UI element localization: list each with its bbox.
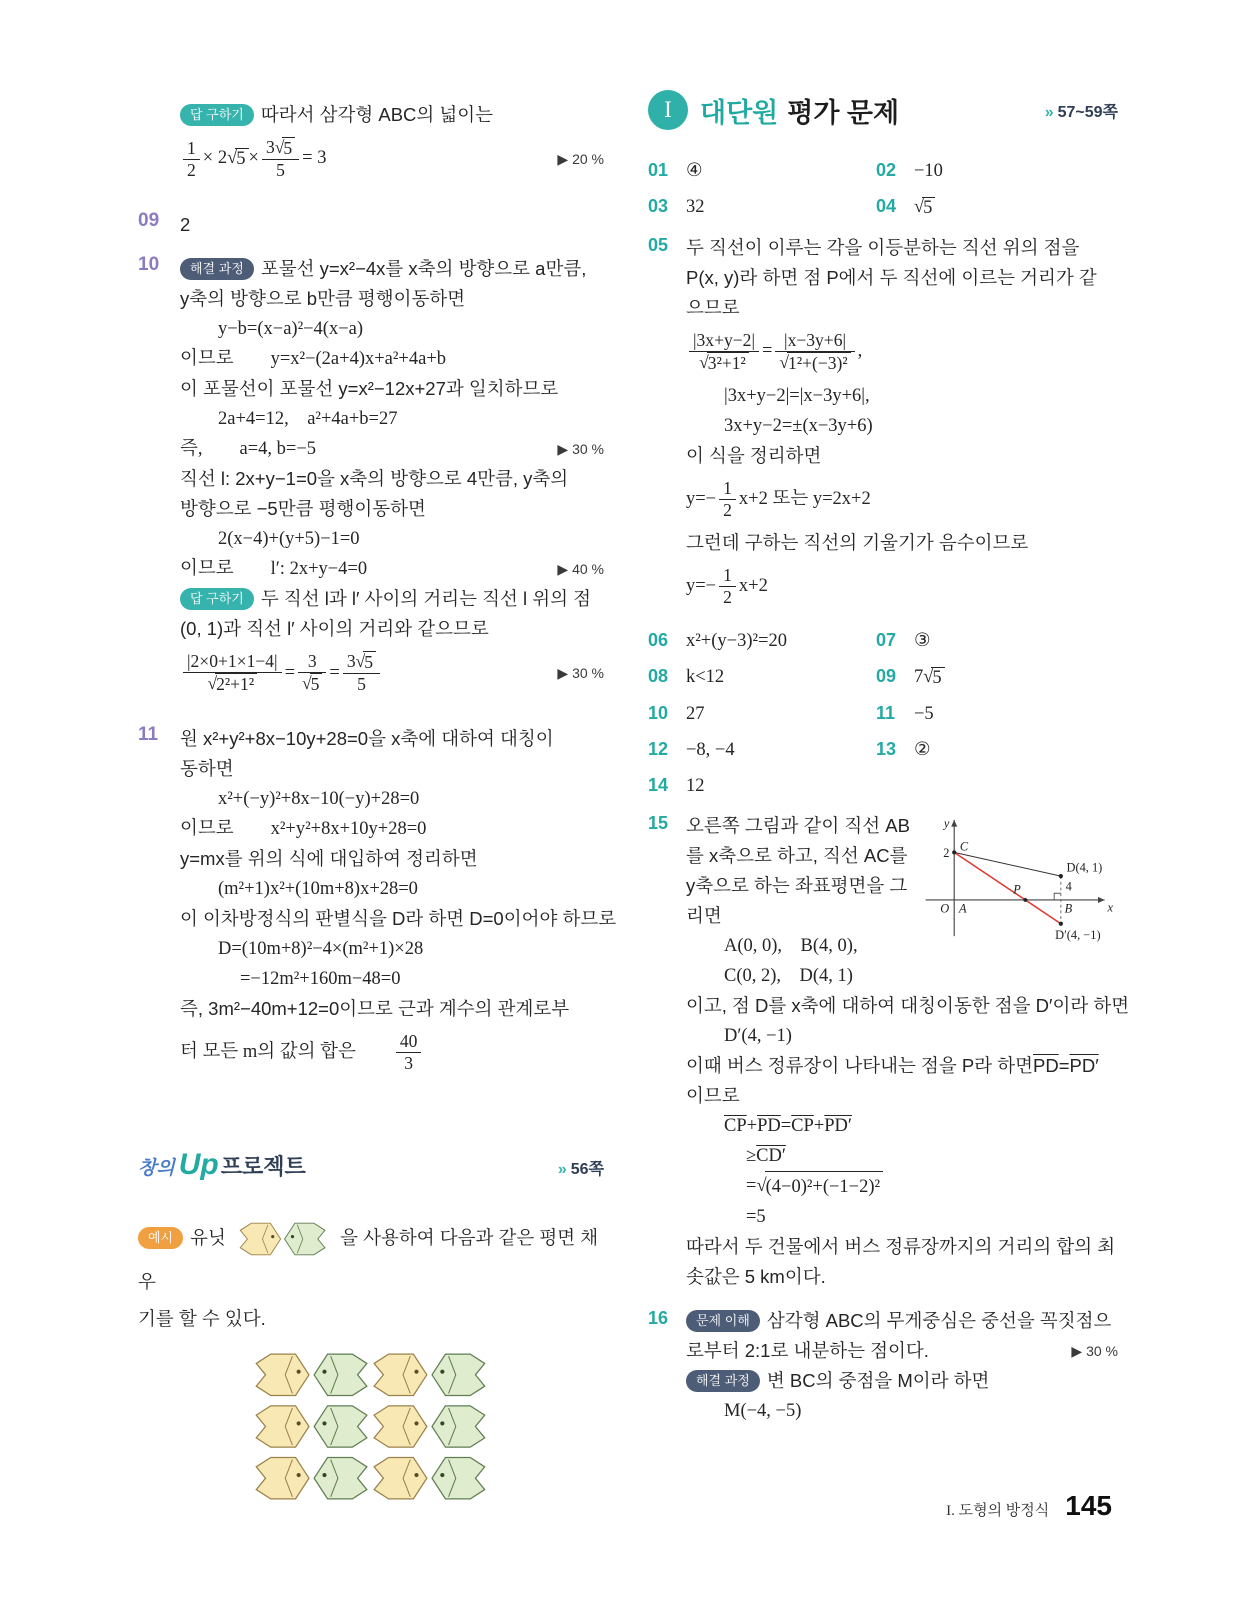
solution-text: 직선 l: 2x+y−1=0을 x축의 방향으로 4만큼, y축의 bbox=[180, 468, 569, 490]
creative-up-project-header bbox=[138, 1148, 604, 1182]
answer-row bbox=[648, 739, 1118, 761]
page-reference-text: 57~59쪽 bbox=[1057, 103, 1118, 121]
find-answer-badge: 답 구하기 bbox=[180, 588, 254, 610]
distance-formula: |2×0+1×1−4| √ 2²+1² = 3 √ 5 = 3 √ 5 5 bbox=[180, 651, 383, 695]
formula-line: A(0, 0), B(4, 0), bbox=[724, 935, 858, 956]
two-lines-formula: y=− $\frac{1}{2}$ x+2 또는 y=2x+2 bbox=[686, 478, 871, 521]
chevron-icon: » bbox=[557, 1160, 567, 1178]
answer-value: 32 bbox=[686, 197, 705, 217]
text-line bbox=[180, 100, 604, 130]
formula-line: |3x+y−2|=|x−3y+6|, bbox=[724, 386, 870, 407]
answer-number: 03 bbox=[648, 196, 669, 216]
solution-text: 를 x축으로 하고, 직선 AC를 bbox=[686, 844, 908, 866]
answer-number: 08 bbox=[648, 665, 669, 686]
answer-value: −10 bbox=[914, 161, 943, 181]
answer-number: 04 bbox=[876, 196, 897, 216]
answer-value: √ 5 bbox=[914, 197, 1118, 219]
answer-value: 27 bbox=[686, 703, 705, 724]
score-percent: ▶ 30 % bbox=[1071, 1342, 1118, 1359]
label-4: 4 bbox=[1065, 878, 1072, 893]
point-d-label: D(4, 1) bbox=[1066, 859, 1103, 874]
solution-text: P(x, y)라 하면 점 P에서 두 직선에 이르는 거리가 같 bbox=[686, 267, 1097, 288]
origin-label: O bbox=[940, 900, 950, 915]
intro-text: 따라서 삼각형 ABC의 넓이는 bbox=[260, 104, 494, 125]
answer-row bbox=[648, 160, 1118, 182]
example-text-post: 을 사용하여 다음과 같은 평면 채우 bbox=[138, 1226, 599, 1292]
sqrt-distance-formula: = √ (4−0)²+(−1−2)² bbox=[746, 1171, 883, 1202]
formula-line: =−12m²+160m−48=0 bbox=[240, 969, 401, 990]
page-reference bbox=[1045, 99, 1118, 122]
formula-line: 2(x−4)+(y+5)−1=0 bbox=[218, 529, 360, 550]
formula-line: C(0, 2), D(4, 1) bbox=[724, 965, 853, 986]
pd-equality-text: 이때 버스 정류장이 나타내는 점을 P라 하면 $\overline{PD}$ = PD′ bbox=[686, 1054, 1099, 1076]
answer-number: 14 bbox=[648, 774, 669, 795]
point-d-prime-label: D′(4, −1) bbox=[1055, 927, 1101, 942]
answer-value: 7 √ 5 bbox=[914, 667, 1118, 689]
solution-text bbox=[686, 1051, 1118, 1081]
answer-number: 01 bbox=[648, 160, 669, 180]
score-percent: ▶ 40 % bbox=[557, 561, 604, 578]
formula-line bbox=[686, 558, 1118, 615]
tick-label-2: 2 bbox=[943, 845, 950, 860]
formula-line bbox=[686, 1171, 1118, 1202]
page-number: 145 bbox=[1065, 1490, 1112, 1521]
solution-text: y=mx를 위의 식에 대입하여 정리하면 bbox=[180, 848, 478, 870]
title-part-1: 대단원 bbox=[700, 97, 779, 128]
answer-row bbox=[648, 703, 1118, 725]
answer-value: ③ bbox=[914, 630, 931, 651]
text-line bbox=[686, 1366, 1118, 1396]
title-part-2: 평가 문제 bbox=[787, 97, 900, 128]
answer-number: 12 bbox=[648, 738, 669, 759]
solution-text: 리면 bbox=[686, 904, 722, 926]
cp-pd-formula: $\overline{CP}$ + $\overline{PD}$ = $\overline{CP}$ + PD′ bbox=[724, 1115, 852, 1136]
up-project-word1: 창의 bbox=[138, 1157, 175, 1179]
answer-value: −8, −4 bbox=[686, 739, 735, 760]
score-percent: ▶ 20 % bbox=[557, 151, 604, 168]
answer-value: x²+(y−3)²=20 bbox=[686, 630, 787, 651]
problem-number: 10 bbox=[138, 254, 160, 276]
problem-number: 16 bbox=[648, 1307, 669, 1328]
answer-number: 06 bbox=[648, 629, 669, 650]
distance-formula-line bbox=[180, 644, 604, 702]
solution-text: (0, 1)과 직선 l′ 사이의 거리와 같으므로 bbox=[180, 618, 489, 640]
solution-text: 그런데 구하는 직선의 기울기가 음수이므로 bbox=[686, 532, 1029, 554]
point-b-label: B bbox=[1064, 900, 1073, 915]
text-line bbox=[686, 1306, 1118, 1336]
solution-text: 동하면 bbox=[180, 758, 234, 780]
answer-value: ② bbox=[914, 739, 931, 760]
solution-text: 따라서 두 건물에서 버스 정류장까지의 거리의 합의 최 bbox=[686, 1235, 1116, 1257]
answer-row bbox=[648, 630, 1118, 652]
formula-line bbox=[686, 471, 1118, 528]
solution-text bbox=[686, 1336, 1118, 1366]
solution-text: y축의 방향으로 b만큼 평행이동하면 bbox=[180, 288, 466, 310]
solution-text: 두 직선이 이루는 각을 이등분하는 직선 위의 점을 bbox=[686, 237, 1080, 258]
formula-line bbox=[180, 434, 604, 464]
formula-line: 3x+y−2=±(x−3y+6) bbox=[724, 416, 873, 437]
point-c-label: C bbox=[959, 838, 969, 853]
problem-05-solution bbox=[648, 233, 1118, 616]
solution-text: 즉, a=4, b=−5 bbox=[180, 439, 317, 460]
text-line bbox=[180, 584, 604, 614]
answer-row bbox=[648, 196, 1118, 219]
point-p-label: P bbox=[1013, 881, 1021, 896]
solution-text: 포물선 y=x²−4x를 x축의 방향으로 a만큼, bbox=[260, 258, 587, 280]
geq-cd-formula: ≥ CD′ bbox=[746, 1145, 786, 1166]
answer-value: ④ bbox=[686, 161, 703, 181]
solution-text: 변 BC의 중점을 M이라 하면 bbox=[766, 1369, 990, 1391]
answer-number: 10 bbox=[648, 702, 669, 723]
solution-text: 이므로 bbox=[686, 1084, 740, 1106]
solve-process-badge: 해결 과정 bbox=[686, 1370, 760, 1392]
answer-row bbox=[648, 666, 1118, 689]
formula-line: 이므로 x²+y²+8x+10y+28=0 bbox=[180, 819, 427, 840]
left-column bbox=[138, 100, 617, 1503]
problem-16-solution bbox=[648, 1306, 1118, 1426]
solution-text: 이 포물선이 포물선 y=x²−12x+27과 일치하므로 bbox=[180, 378, 559, 400]
example-text-pre: 유닛 bbox=[190, 1226, 226, 1248]
axis-label-x: x bbox=[1107, 899, 1114, 914]
formula-line: (m²+1)x²+(10m+8)x+28=0 bbox=[218, 879, 418, 900]
formula-line: 이므로 y=x²−(2a+4)x+a²+4a+b bbox=[180, 349, 447, 370]
formula-line: y−b=(x−a)²−4(x−a) bbox=[218, 319, 364, 340]
unit-test-header bbox=[648, 90, 1118, 130]
answer-value: 2 bbox=[180, 214, 191, 236]
answer-number: 13 bbox=[876, 738, 897, 759]
unit-roman-numeral-icon: I bbox=[648, 90, 688, 130]
solution-text: 이 이차방정식의 판별식을 D라 하면 D=0이어야 하므로 bbox=[180, 908, 617, 930]
answer-value: 12 bbox=[686, 775, 705, 796]
answer-row bbox=[648, 775, 1118, 797]
answer-finding-block bbox=[138, 100, 604, 188]
solution-text: 두 직선 l과 l′ 사이의 거리는 직선 l 위의 점 bbox=[260, 588, 591, 610]
example-block bbox=[138, 1216, 604, 1304]
answer-value: k<12 bbox=[686, 666, 725, 687]
text-line bbox=[180, 254, 604, 284]
formula-line: 2a+4=12, a²+4a+b=27 bbox=[218, 409, 398, 430]
solution-text: 즉, 3m²−40m+12=0이므로 근과 계수의 관계로부 bbox=[180, 998, 570, 1020]
area-formula: $\frac{1}{2}$ × 2 √ 5 × 3 √ 5 5 = 3 bbox=[180, 137, 326, 181]
page-reference-text: 56쪽 bbox=[570, 1160, 604, 1178]
answer-value: −5 bbox=[914, 703, 934, 724]
understand-problem-badge: 문제 이해 bbox=[686, 1310, 760, 1332]
score-percent: ▶ 30 % bbox=[557, 441, 604, 458]
formula-line bbox=[686, 1141, 1118, 1171]
score-percent: ▶ 30 % bbox=[557, 665, 604, 682]
axis-label-y: y bbox=[943, 816, 950, 831]
chapter-title: I. 도형의 방정식 bbox=[946, 1503, 1050, 1519]
solve-process-badge: 해결 과정 bbox=[180, 258, 254, 280]
fish-tessellation-image bbox=[253, 1350, 489, 1503]
solution-text: 원 x²+y²+8x−10y+28=0을 x축에 대하여 대칭이 bbox=[180, 728, 554, 750]
sum-of-m-formula: 터 모든 m의 값의 합은 $\frac{40}{3}$ bbox=[180, 1031, 424, 1074]
page-footer bbox=[946, 1490, 1112, 1522]
answer-number: 07 bbox=[876, 629, 897, 650]
solution-text: 이 식을 정리하면 bbox=[686, 445, 822, 467]
example-badge: 예시 bbox=[138, 1227, 183, 1249]
problem-number: 11 bbox=[138, 724, 159, 746]
formula-line bbox=[686, 1111, 1118, 1141]
right-column bbox=[648, 90, 1130, 1440]
solution-text: 이고, 점 D를 x축에 대하여 대칭이동한 점을 D′이라 하면 bbox=[686, 994, 1130, 1016]
final-line-formula: y=− $\frac{1}{2}$ x+2 bbox=[686, 565, 768, 608]
problem-15-solution bbox=[648, 811, 1130, 1292]
solution-text: 방향으로 −5만큼 평행이동하면 bbox=[180, 498, 426, 520]
problem-number: 15 bbox=[648, 812, 669, 833]
distance-equality-formula: |3x+y−2| √ 3²+1² = |x−3y+6| √ 1²+(−3)² , bbox=[686, 330, 862, 374]
page-reference bbox=[558, 1156, 604, 1179]
solution-text-part: 로부터 2:1로 내분하는 점이다. bbox=[686, 1339, 929, 1361]
point-a-label: A bbox=[958, 900, 967, 915]
final-answer-line bbox=[180, 1024, 604, 1081]
formula-line: x²+(−y)²+8x−10(−y)+28=0 bbox=[218, 789, 420, 810]
solution-text: y축으로 하는 좌표평면을 그 bbox=[686, 874, 908, 896]
unit-test-title bbox=[700, 91, 899, 130]
formula-line: D′(4, −1) bbox=[724, 1025, 792, 1046]
find-answer-badge: 답 구하기 bbox=[180, 104, 254, 126]
solution-text: 솟값은 5 km이다. bbox=[686, 1265, 826, 1287]
chevron-icon: » bbox=[1044, 103, 1054, 121]
problem-11-solution bbox=[138, 724, 617, 1081]
formula-line: M(−4, −5) bbox=[724, 1400, 802, 1421]
solution-text: 이므로 l′: 2x+y−4=0 bbox=[180, 559, 368, 580]
fish-unit-image bbox=[237, 1220, 329, 1258]
problem-number: 09 bbox=[138, 210, 160, 232]
answer-number: 02 bbox=[876, 160, 897, 180]
answer-number: 11 bbox=[876, 702, 896, 723]
area-formula-line bbox=[180, 130, 604, 188]
solution-text: 오른쪽 그림과 같이 직선 AB bbox=[686, 814, 910, 836]
formula-line bbox=[686, 323, 1118, 381]
formula-line: D=(10m+8)²−4×(m²+1)×28 bbox=[218, 939, 424, 960]
up-project-word2: 프로젝트 bbox=[220, 1153, 306, 1179]
formula-line: =5 bbox=[746, 1206, 766, 1227]
formula-line bbox=[180, 554, 604, 584]
up-project-logo: Up bbox=[178, 1147, 219, 1181]
number-gutter bbox=[138, 100, 174, 188]
answer-number: 09 bbox=[876, 665, 897, 686]
problem-number: 05 bbox=[648, 235, 669, 255]
problem-09-answer bbox=[138, 210, 604, 240]
solution-text: 삼각형 ABC의 무게중심은 중선을 꼭짓점으 bbox=[766, 1309, 1112, 1331]
problem-10-solution bbox=[138, 254, 604, 702]
example-text-line2: 기를 할 수 있다. bbox=[138, 1307, 266, 1329]
solution-text: 으므로 bbox=[686, 297, 740, 318]
